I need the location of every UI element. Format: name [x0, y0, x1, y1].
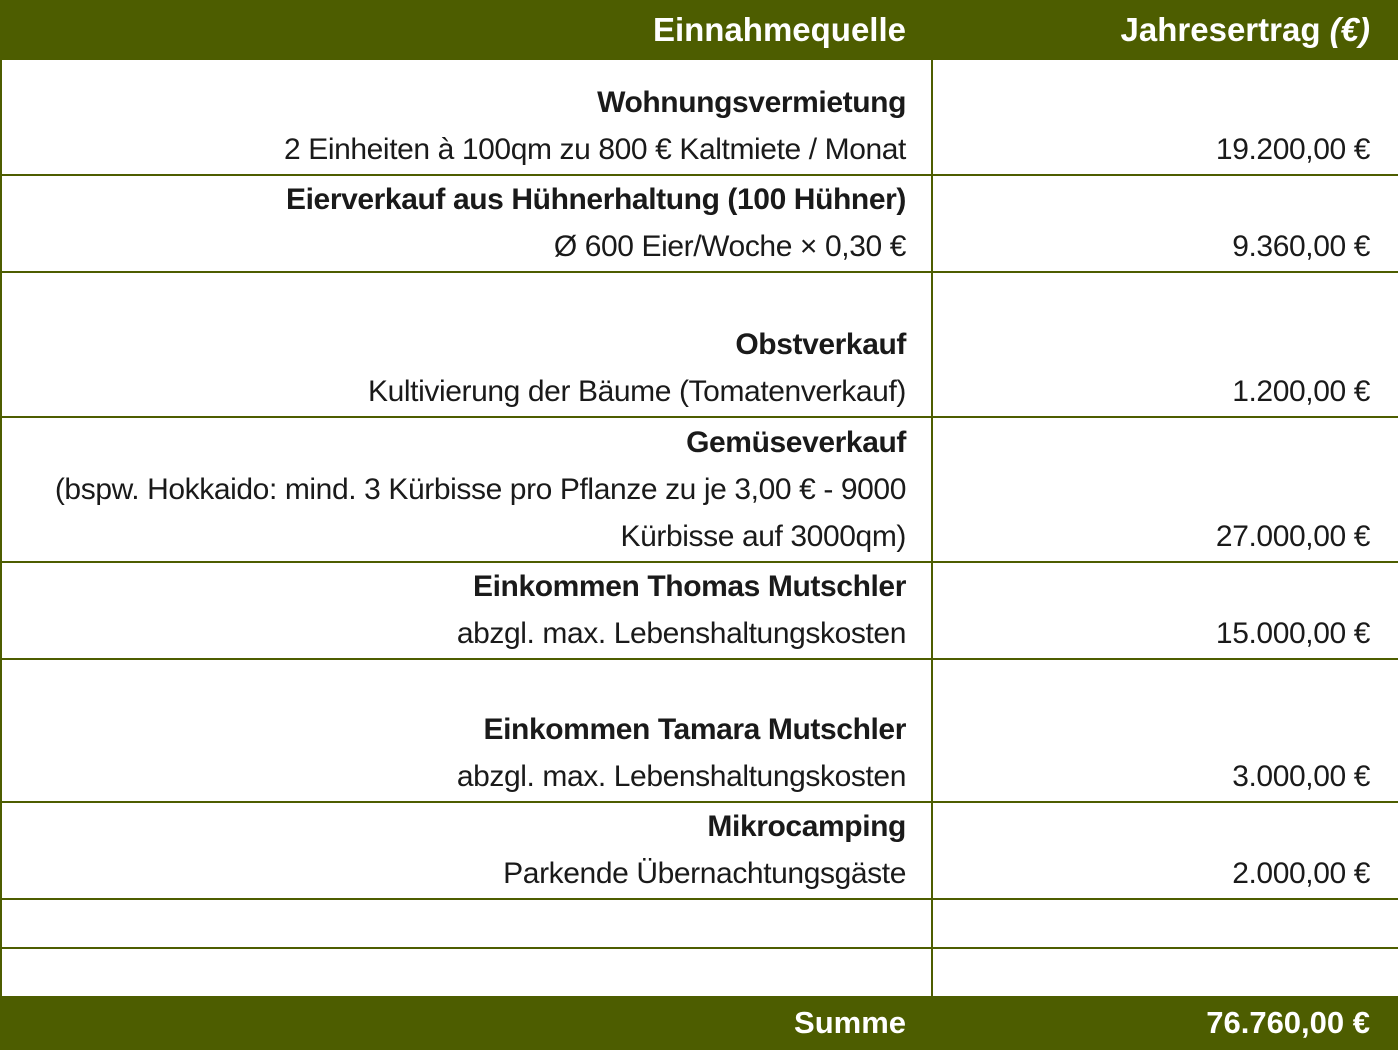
row-desc: Ø 600 Eier/Woche × 0,30 €	[553, 230, 906, 263]
header-source: Einnahmequelle	[1, 1, 932, 59]
row-title: Mikrocamping	[707, 810, 906, 843]
empty-cell	[932, 899, 1398, 948]
row-amount-cell	[932, 59, 1398, 175]
row-desc: abzgl. max. Lebenshaltungskosten	[456, 760, 906, 793]
row-title: Gemüseverkauf	[686, 426, 906, 459]
row-amount: 2.000,00 €	[1232, 857, 1370, 890]
row-amount-cell	[932, 175, 1398, 272]
row-amount-cell	[932, 417, 1398, 562]
row-amount: 9.360,00 €	[1232, 230, 1370, 263]
row-desc: Kultivierung der Bäume (Tomatenverkauf)	[368, 375, 906, 408]
row-desc: abzgl. max. Lebenshaltungskosten	[456, 617, 906, 650]
table-row	[1, 59, 1398, 175]
sum-total: 76.760,00 €	[932, 997, 1398, 1049]
sum-label: Summe	[1, 997, 932, 1049]
row-source-cell	[1, 562, 932, 659]
row-amount: 3.000,00 €	[1232, 760, 1370, 793]
header-amount-label: Jahresertrag	[1120, 11, 1321, 48]
row-amount-cell	[932, 802, 1398, 899]
row-amount-cell	[932, 272, 1398, 417]
table-row	[1, 659, 1398, 802]
table-row	[1, 562, 1398, 659]
row-desc: Parkende Übernachtungsgäste	[503, 857, 906, 890]
row-source-cell	[1, 59, 932, 175]
table-row	[1, 272, 1398, 417]
row-desc-line-1: (bspw. Hokkaido: mind. 3 Kürbisse pro Pflanze zu je 3,00 € - 9000	[54, 473, 906, 506]
empty-cell	[1, 899, 932, 948]
row-title: Eierverkauf aus Hühnerhaltung (100 Hühner)	[285, 183, 906, 216]
header-amount-unit: (€)	[1329, 11, 1370, 48]
row-source-cell	[1, 272, 932, 417]
row-source-cell	[1, 175, 932, 272]
row-desc-line-2: Kürbisse auf 3000qm)	[620, 520, 906, 553]
header-amount	[932, 1, 1398, 59]
table-row	[1, 175, 1398, 272]
row-amount: 19.200,00 €	[1215, 133, 1370, 166]
row-source-cell	[1, 659, 932, 802]
row-amount: 1.200,00 €	[1232, 375, 1370, 408]
row-amount: 27.000,00 €	[1215, 520, 1370, 553]
empty-cell	[932, 948, 1398, 997]
row-title: Wohnungsvermietung	[597, 86, 906, 119]
row-source-cell	[1, 802, 932, 899]
row-amount: 15.000,00 €	[1215, 617, 1370, 650]
table-row	[1, 417, 1398, 562]
table-header-row	[1, 1, 1398, 59]
row-title: Einkommen Thomas Mutschler	[472, 570, 906, 603]
table-row-empty	[1, 948, 1398, 997]
row-amount-cell	[932, 562, 1398, 659]
row-title: Obstverkauf	[735, 328, 906, 361]
row-source-cell	[1, 417, 932, 562]
row-title: Einkommen Tamara Mutschler	[483, 713, 906, 746]
row-desc: 2 Einheiten à 100qm zu 800 € Kaltmiete / Monat	[283, 133, 906, 166]
empty-cell	[1, 948, 932, 997]
sum-row	[1, 997, 1398, 1049]
table-row-empty	[1, 899, 1398, 948]
table-row	[1, 802, 1398, 899]
row-amount-cell	[932, 659, 1398, 802]
